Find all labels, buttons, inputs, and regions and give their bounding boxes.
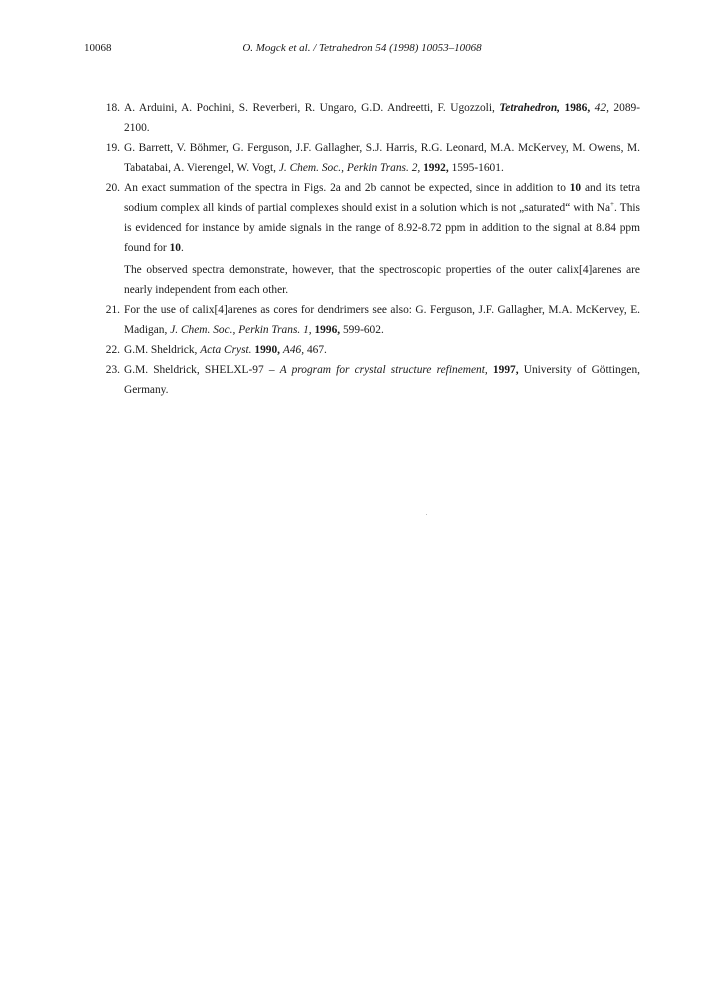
reference-22 [103, 340, 640, 360]
reference-year: 1986, [564, 102, 591, 114]
reference-text: and its tetra sodium complex all kinds of partial complexes should exist in a solution which is not „saturated“ with Na [124, 182, 641, 214]
reference-authors: G.M. Sheldrick, SHELXL-97 – [124, 364, 275, 376]
compound-number: 10 [169, 242, 181, 254]
reference-pages: 599-602. [342, 324, 384, 336]
reference-text: . This is evidenced for instance by amide signals in the range of 8.92-8.72 ppm in addition to the signal at 8.84 ppm found for [124, 202, 640, 254]
reference-year: 1997, [492, 364, 519, 376]
reference-21 [103, 300, 640, 340]
reference-year: 1996, [314, 324, 341, 336]
reference-authors: A. Arduini, A. Pochini, S. Reverberi, R. Ungaro, G.D. Andreetti, F. Ugozzoli, [124, 102, 495, 114]
reference-text: . [180, 242, 184, 254]
reference-23 [103, 360, 640, 400]
reference-journal: Tetrahedron, [499, 102, 561, 114]
reference-year: 1990, [254, 344, 281, 356]
reference-20-continuation [103, 258, 640, 300]
reference-pages: 2089-2100. [124, 102, 640, 134]
reference-19 [103, 138, 640, 178]
reference-title: A program for crystal structure refinement, [279, 364, 488, 376]
reference-18 [103, 98, 640, 138]
reference-publisher: University of Göttingen, Germany. [124, 364, 640, 396]
compound-number: 10 [569, 182, 582, 194]
reference-year: 1992, [423, 162, 449, 174]
speck-mark [426, 514, 427, 515]
reference-pages: 1595-1601. [451, 162, 504, 174]
reference-volume: A46, [282, 344, 305, 356]
reference-20 [103, 178, 640, 258]
reference-authors: G.M. Sheldrick, [124, 344, 198, 356]
reference-journal: J. Chem. Soc., Perkin Trans. 2, [278, 162, 421, 174]
reference-number: 22. [105, 344, 120, 356]
reference-number: 19. [105, 142, 120, 154]
page-number: 10068 [84, 42, 112, 54]
reference-authors: For the use of calix[4]arenes as cores for dendrimers see also: G. Ferguson, J.F. Gallagher, M.A. McKervey, E. Madigan, [124, 304, 640, 336]
reference-volume: 42, [594, 102, 609, 114]
reference-pages: 467. [306, 344, 327, 356]
reference-text: The observed spectra demonstrate, however, that the spectroscopic properties of the outer calix[4]arenes are nearly independent from each other. [124, 264, 640, 296]
reference-journal: J. Chem. Soc., Perkin Trans. 1, [170, 324, 312, 336]
reference-number: 21. [105, 304, 120, 316]
reference-number: 20. [105, 182, 120, 194]
journal-citation: O. Mogck et al. / Tetrahedron 54 (1998) 10053–10068 [242, 42, 482, 54]
reference-authors: G. Barrett, V. Böhmer, G. Ferguson, J.F. Gallagher, S.J. Harris, R.G. Leonard, M.A. McKervey, M. Owens, M. Tabatabai, A. Vierengel, W. Vogt, [124, 142, 640, 174]
charge-superscript: + [610, 200, 614, 209]
reference-list [103, 98, 640, 400]
reference-text: An exact summation of the spectra in Figs. 2a and 2b cannot be expected, since in addition to [124, 182, 566, 194]
reference-number: 23. [105, 364, 120, 376]
reference-journal: Acta Cryst. [200, 344, 252, 356]
reference-number: 18. [105, 102, 120, 114]
running-head [84, 40, 640, 56]
